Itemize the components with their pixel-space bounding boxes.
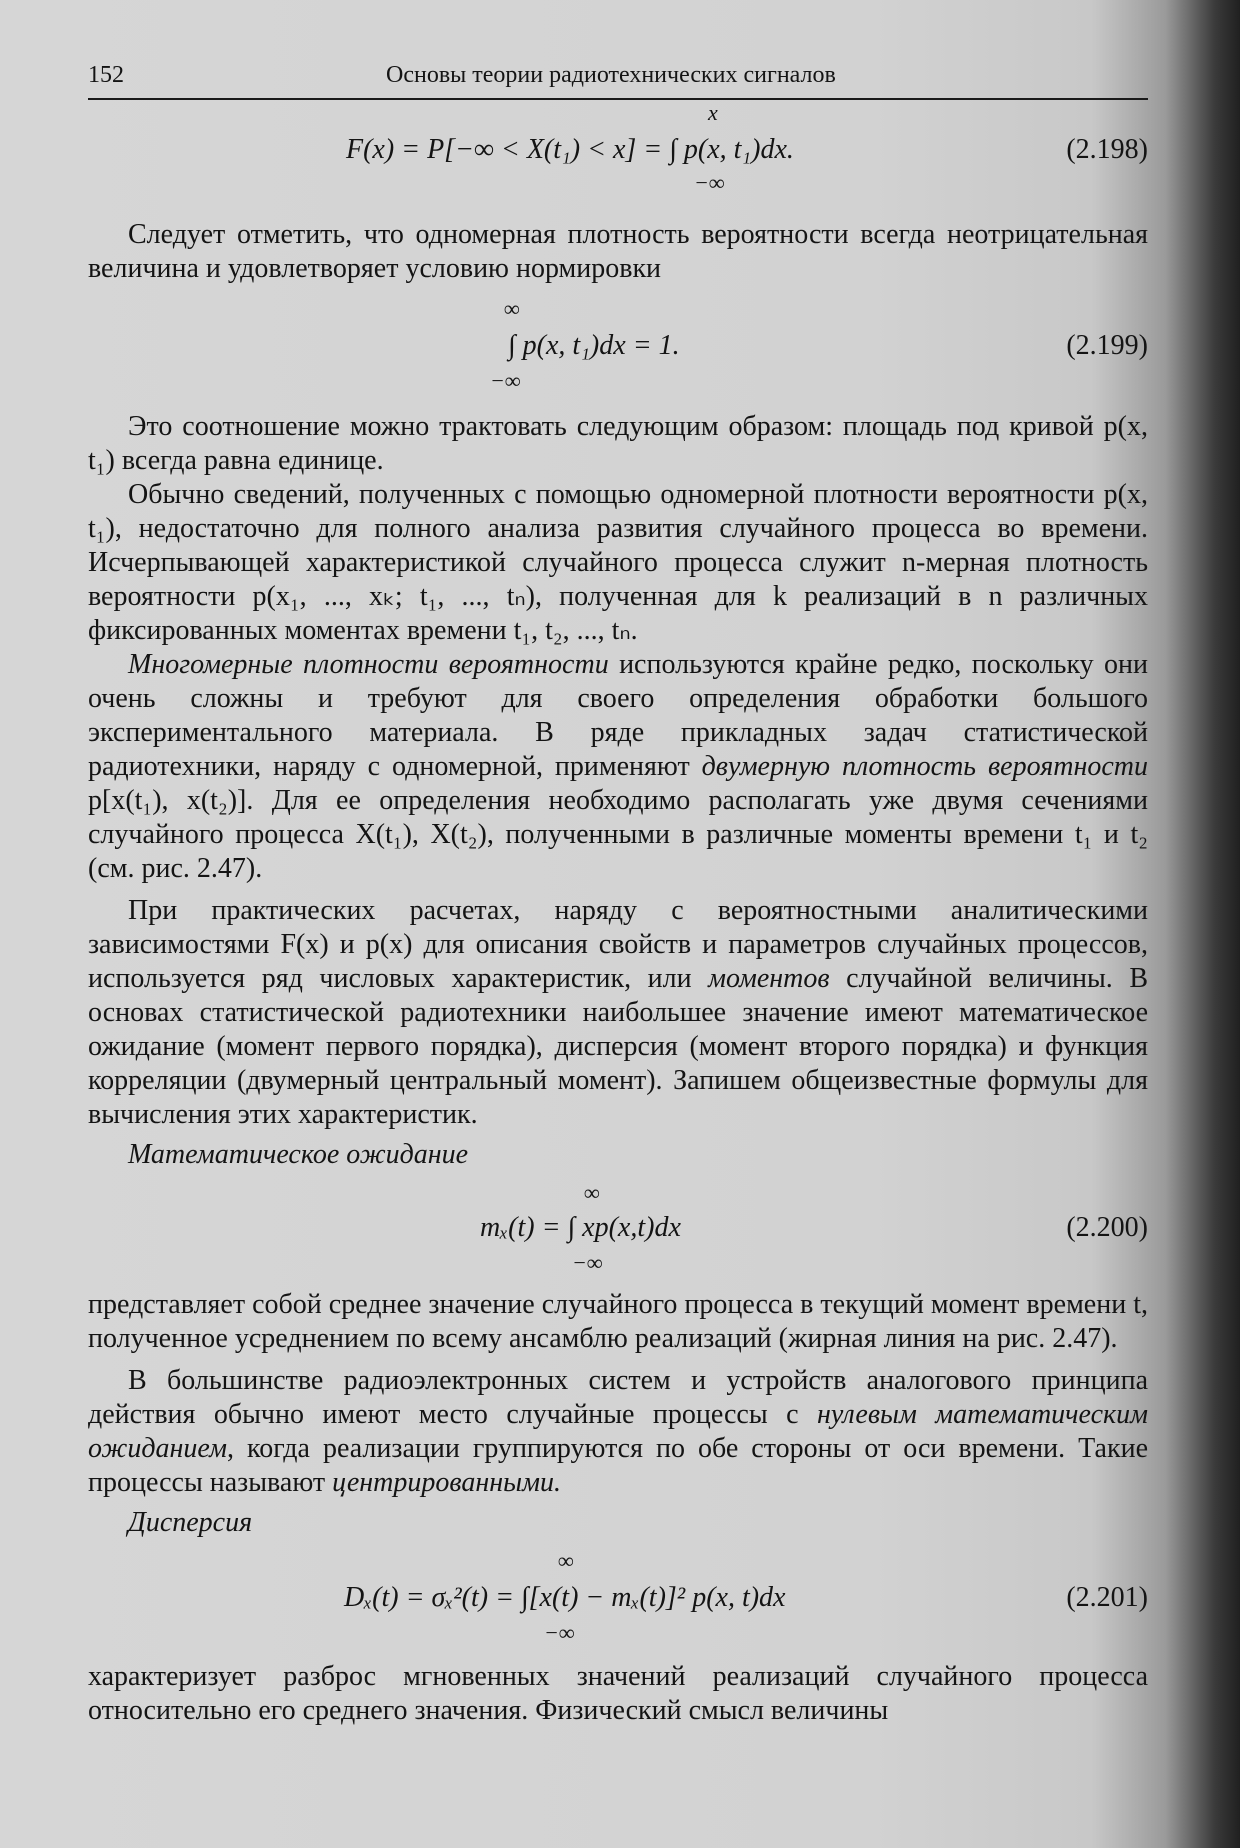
paragraph: Это соотношение можно трактовать следующим образом: площадь под кривой p(x, t₁) всегда равна единице. [88, 411, 1148, 476]
term: моментов [708, 963, 830, 994]
integral-lower-limit: −∞ [490, 368, 521, 393]
equation-number: (2.201) [1066, 1582, 1148, 1613]
integral-upper-limit: ∞ [558, 1548, 574, 1573]
page-content [88, 58, 1148, 1728]
term: Многомерные плотности вероятности [128, 649, 609, 680]
term: центрированными. [332, 1467, 561, 1498]
term: нулевым математическим ожиданием [88, 1399, 1148, 1464]
text: используются крайне редко, поскольку они очень сложны и требуют для своего определения обработки большого экспериментального материала. В ряде прикладных задач статистической радиотехники, наряду с одномерной, применяют [88, 649, 1148, 782]
integral-upper-limit: ∞ [504, 296, 520, 321]
paragraph: представляет собой среднее значение случайного процесса в текущий момент времени t, полученное усреднением по всему ансамблю реализаций (жирная линия на рис. 2.47). [88, 1289, 1148, 1354]
equation-2-198 [88, 100, 1148, 204]
section-heading: Дисперсия [128, 1507, 253, 1538]
paragraph [88, 648, 1148, 886]
equation-number: (2.198) [1066, 134, 1148, 165]
integral-upper-limit: ∞ [584, 1180, 600, 1205]
page-header [88, 58, 1148, 100]
integral-lower-limit: −∞ [544, 1620, 575, 1645]
paragraph [88, 1364, 1148, 1500]
running-title: Основы теории радиотехнических сигналов [386, 62, 836, 88]
integral-upper-limit: x [708, 100, 718, 125]
text: При практических расчетах, наряду с вероятностными аналитическими зависимостями F(x) и p(x) для описания свойств и параметров случайных процессов, используется ряд числовых характеристик, или [88, 895, 1148, 994]
text: p[x(t₁), x(t₂)]. Для ее определения необходимо располагать уже двумя сечениями случайного процесса X(t₁), X(t₂), полученными в различные моменты времени t₁ и t₂ (см. рис. 2.47). [88, 785, 1148, 884]
paragraph [88, 894, 1148, 1132]
text: , когда реализации группируются по обе стороны от оси времени. Такие процессы называют [88, 1433, 1148, 1498]
section-heading: Математическое ожидание [128, 1139, 469, 1170]
equation-2-200 [88, 1172, 1148, 1280]
integral-lower-limit: −∞ [694, 170, 725, 195]
page-number: 152 [88, 62, 124, 88]
paragraph: Обычно сведений, полученных с помощью одномерной плотности вероятности p(x, t₁), недостаточно для полного анализа развития случайного процесса во времени. Исчерпывающей характеристикой случайного процесса служит n-мерная плотность вероятности p(x₁, ..., xₖ; t₁, ..., tₙ), полученная для k реализаций в n различных фиксированных моментах времени t₁, t₂, ..., tₙ. [88, 479, 1148, 646]
equation-body: Dₓ(t) = σₓ²(t) = ∫[x(t) − mₓ(t)]² p(x, t)dx [344, 1582, 786, 1613]
equation-2-199 [88, 286, 1148, 402]
integral-lower-limit: −∞ [572, 1250, 603, 1275]
paragraph: Следует отметить, что одномерная плотность вероятности всегда неотрицательная величина и удовлетворяет условию нормировки [88, 219, 1148, 284]
equation-body: ∫ p(x, t₁)dx = 1. [508, 330, 680, 361]
equation-number: (2.200) [1066, 1212, 1148, 1243]
paragraph: характеризует разброс мгновенных значений реализаций случайного процесса относительно его среднего значения. Физический смысл величины [88, 1661, 1148, 1726]
text: случайной величины. В основах статистической радиотехники наибольшее значение имеют математическое ожидание (момент первого порядка), дисперсия (момент второго порядка) и функция корреляции (двумерный центральный момент). Запишем общеизвестные формулы для вычисления этих характеристик. [88, 963, 1149, 1130]
equation-number: (2.199) [1066, 330, 1148, 361]
equation-2-201 [88, 1540, 1148, 1650]
text: В большинстве радиоэлектронных систем и устройств аналогового принципа действия обычно имеют место случайные процессы с [88, 1365, 1148, 1430]
term: двумерную плотность вероятности [701, 751, 1148, 782]
equation-body: F(x) = P[−∞ < X(t₁) < x] = ∫ p(x, t₁)dx. [346, 134, 794, 165]
equation-body: mₓ(t) = ∫ xp(x,t)dx [480, 1212, 681, 1243]
